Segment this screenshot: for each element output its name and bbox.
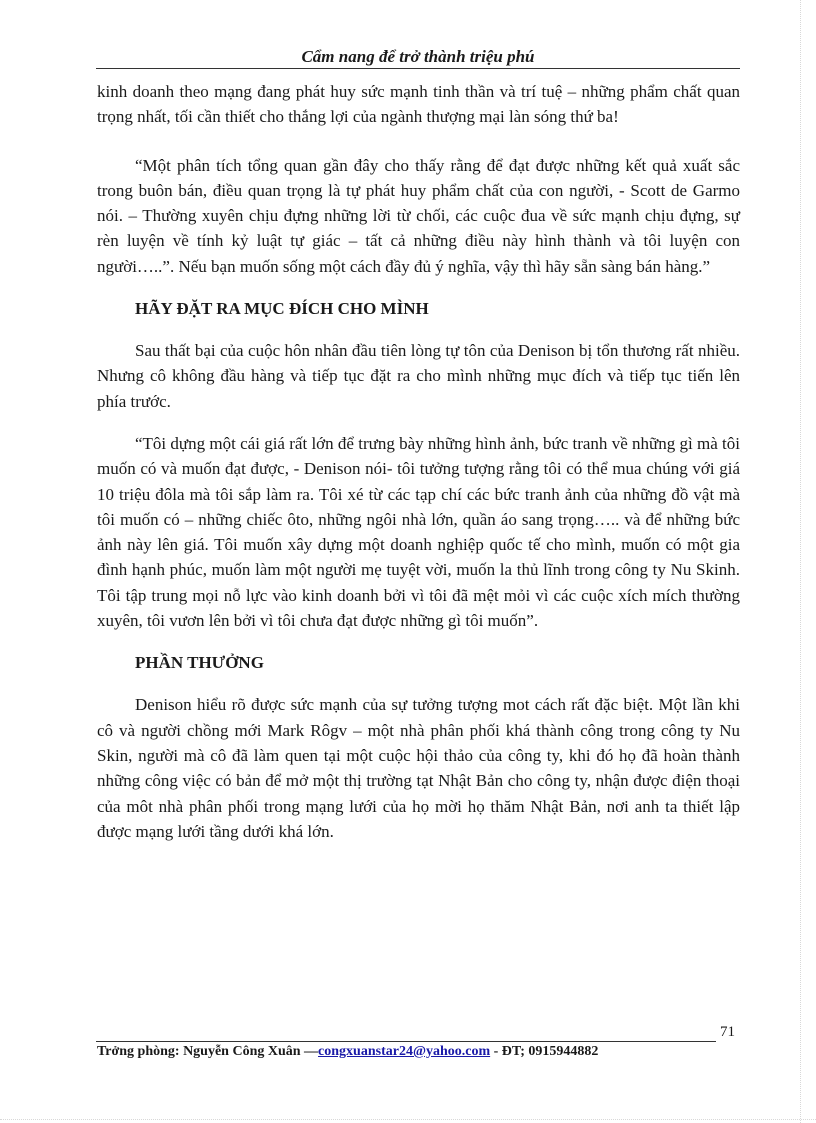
paragraph-quote-scott: “Một phân tích tổng quan gần đây cho thấy rằng để đạt được những kết quả xuất sắc trong buôn bán, điều quan trọng là tự phát huy phẩm chất của con người, - Scott de Garmo nói. – Thường xuyên chịu đựng những lời từ chối, các cuộc đua về sức mạnh chịu đựng, sự rèn luyện về tính kỷ luật tự giác – tất cả những điều này hình thành và tôi luyện con người…..”. Nếu bạn muốn sống một cách đầy đủ ý nghĩa, vậy thì hãy sẵn sàng bán hàng.” — [97, 155, 740, 276]
paragraph: kinh doanh theo mạng đang phát huy sức mạnh tinh thần và trí tuệ – những phẩm chất quan trọng nhất, tối cần thiết cho thắng lợi của ngành thượng mại làn sóng thứ ba! — [97, 82, 740, 127]
page-footer — [97, 1044, 598, 1060]
footer-phone: - ĐT; 0915944882 — [490, 1044, 599, 1059]
footer-author: Trởng phòng: Nguyễn Công Xuân — — [97, 1044, 319, 1059]
section-heading-goals: HÃY ĐẶT RA MỤC ĐÍCH CHO MÌNH — [135, 299, 429, 319]
paragraph: Denison hiểu rõ được sức mạnh của sự tưởng tượng mot cách rất đặc biệt. Một lần khi cô và người chồng mới Mark Rôgv – một nhà phân phối khá thành công trong công ty Nu Skin, người mà cô đã làm quen tại một cuộc hội thảo của công ty, khi đó họ đã hoàn thành những công việc có bản để mở một thị trường tạt Nhật Bản cho công ty, nhận được điện thoại của môt nhà phân phối trong mạng lưới của họ mời họ thăm Nhật Bản, nơi anh ta thiết lập được mạng lưới tầng dưới khá lớn. — [97, 695, 740, 841]
document-body — [97, 79, 740, 844]
header-title: Cẩm nang để trở thành triệu phú — [301, 47, 535, 66]
paragraph: Sau thất bại của cuộc hôn nhân đầu tiên lòng tự tôn của Denison bị tổn thương rất nhiều. Nhưng cô không đầu hàng và tiếp tục đặt ra cho mình những mục đích và tiếp tục tiến lên phía trước. — [97, 341, 740, 411]
page-header — [96, 46, 740, 69]
footer-email-link[interactable]: congxuanstar24@yahoo.com — [318, 1044, 491, 1059]
page-edge-guide — [800, 0, 801, 1123]
paragraph-quote-denison: “Tôi dựng một cái giá rất lớn để trưng bày những hình ảnh, bức tranh về những gì mà tôi muốn có và muốn đạt được, - Denison nói- tôi tưởng tượng rằng tôi có thể mua chúng với giá 10 triệu đôla mà tôi sắp làm ra. Tôi xé từ các tạp chí các bức tranh ảnh của những đồ vật mà tôi muốn có – những chiếc ôto, những ngôi nhà lớn, quần áo sang trọng….. và để những bức ảnh này lên giá. Tôi muốn xây dựng một doanh nghiệp quốc tế cho mình, muốn có một gia đình hạnh phúc, muốn làm một người mẹ tuyệt vời, muốn la thủ lĩnh trong công ty Nu Skinh. Tôi tập trung mọi nỗ lực vào kinh doanh bởi vì tôi đã mệt mỏi vì các cuộc xích mích thường xuyên, tôi vươn lên bởi vì tôi chưa đạt được những gì tôi muốn”. — [97, 433, 740, 631]
footer-divider — [96, 1041, 716, 1042]
section-heading-reward: PHẦN THƯỞNG — [135, 653, 264, 673]
page-number: 71 — [720, 1024, 735, 1040]
page-edge-guide — [0, 1119, 816, 1120]
